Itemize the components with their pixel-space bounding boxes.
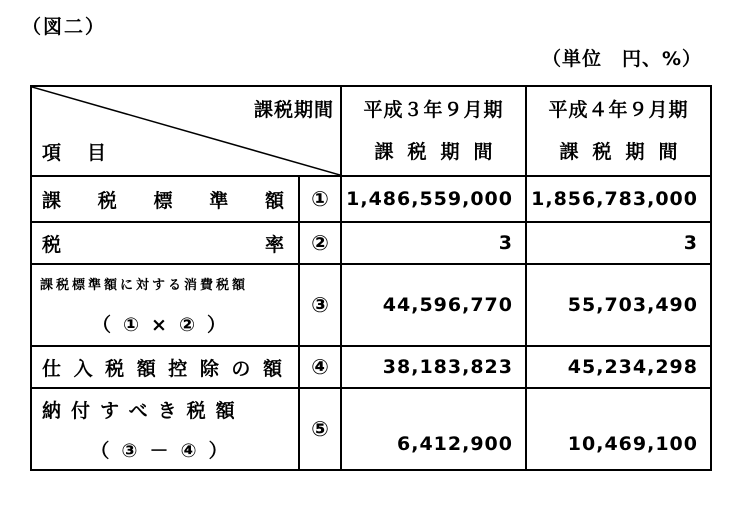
- value-h3-text: 6,412,900: [397, 433, 513, 455]
- row-number-marker: ②: [299, 222, 341, 264]
- column-header-h3-line1: 平成３年９月期: [363, 99, 504, 121]
- diagonal-header-cell: [31, 86, 341, 176]
- row-formula: （①×②）: [91, 313, 239, 336]
- value-h4: 3: [526, 222, 711, 264]
- figure-label: （図二）: [22, 16, 107, 38]
- row-formula: （③－④）: [90, 439, 240, 462]
- value-h3: 1,486,559,000: [341, 176, 526, 222]
- table-row: [31, 346, 711, 388]
- row-label: 課税標準額に対する消費税額: [40, 277, 249, 293]
- value-h3: [341, 388, 526, 470]
- header-period-label: 課税期間: [253, 99, 334, 121]
- column-header-h4-line1: 平成４年９月期: [548, 99, 689, 121]
- row-number-marker: ④: [299, 346, 341, 388]
- row-label: 納付すべき税額: [42, 399, 245, 422]
- value-h4: 1,856,783,000: [526, 176, 711, 222]
- value-h4-text: 10,469,100: [567, 433, 698, 455]
- value-h4: [526, 388, 711, 470]
- table-row: [31, 264, 711, 346]
- value-h3: 38,183,823: [341, 346, 526, 388]
- column-header-h4: [526, 86, 711, 176]
- value-h4: 55,703,490: [526, 264, 711, 346]
- value-h4: 45,234,298: [526, 346, 711, 388]
- row-number-marker: ⑤: [299, 388, 341, 470]
- header-item-label: 項目: [42, 142, 133, 164]
- row-number-marker: ③: [299, 264, 341, 346]
- row-label-cell: [31, 388, 299, 470]
- table-row: [31, 388, 711, 470]
- column-header-h3: [341, 86, 526, 176]
- tax-table: [30, 85, 712, 471]
- unit-label: （単位 円、%）: [541, 48, 702, 70]
- column-header-h4-line2: 課税期間: [559, 141, 692, 163]
- row-label: 課税標準額: [31, 176, 299, 222]
- row-label: 仕入税額控除の額: [31, 346, 299, 388]
- header-row: [31, 86, 711, 176]
- value-h3: 44,596,770: [341, 264, 526, 346]
- value-h3: 3: [341, 222, 526, 264]
- row-number-marker: ①: [299, 176, 341, 222]
- table-row: [31, 222, 711, 264]
- row-label-cell: [31, 264, 299, 346]
- column-header-h3-line2: 課税期間: [374, 141, 507, 163]
- row-label: 税率: [31, 222, 299, 264]
- table-row: [31, 176, 711, 222]
